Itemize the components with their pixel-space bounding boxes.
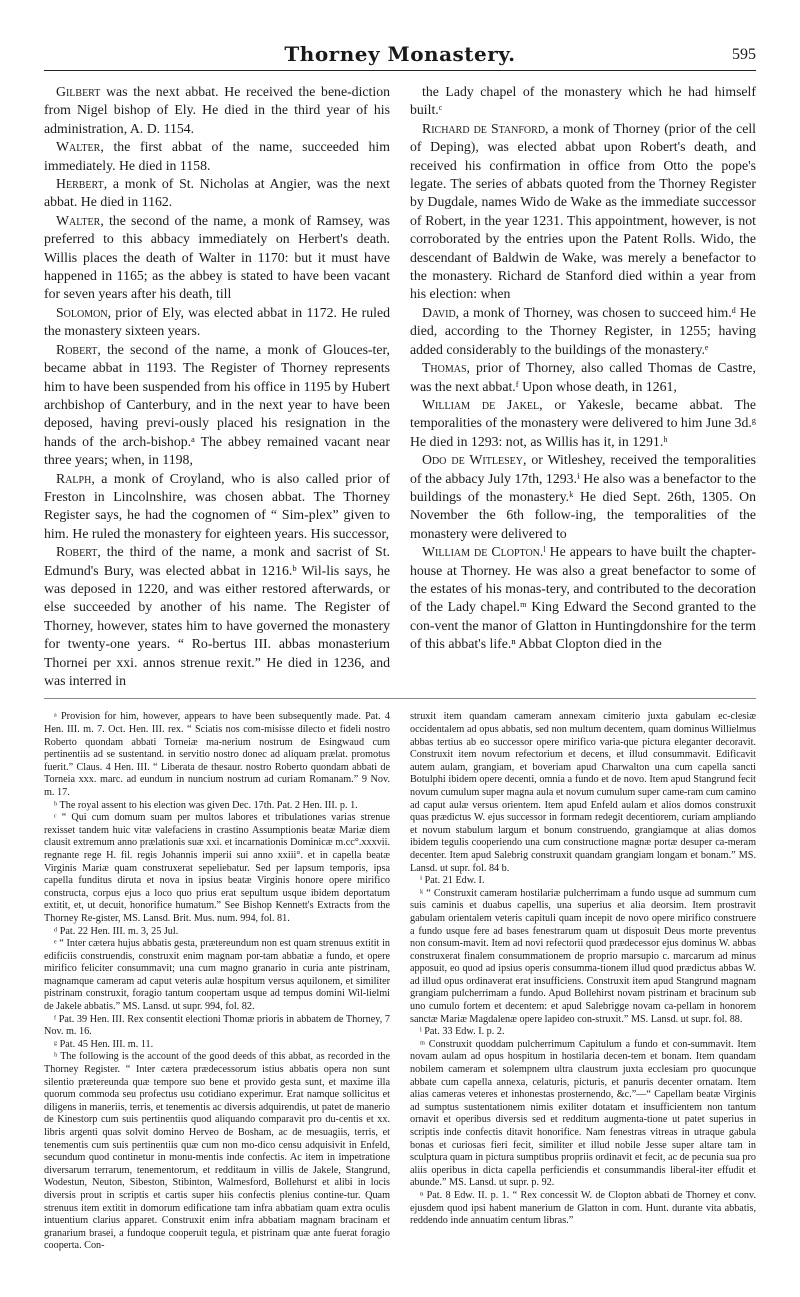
main-column-right: [410, 83, 756, 690]
paragraph: [44, 341, 390, 470]
paragraph-text: , the second of the name, a monk of Glouces-ter, became abbat in 1193. The Register of Thorney represents him to have been suspended from his office in 1195 by Hubert archbishop of Canterbury, and in the next year to have been deposed, having previ-ously placed his resignation in the hands of the arch-bishop.ᵃ The abbey remained vacant near three years; when, in 1198,: [44, 341, 390, 468]
page-number: 595: [732, 46, 756, 63]
paragraph: [44, 543, 390, 690]
abbat-name: David: [422, 304, 456, 320]
footnote: ᵏ “ Construxit cameram hostilariæ pulcherrimam a fundo usque ad summum cum suis caminis et duabus capellis, una superius et alia deorsim. Item prostravit gabulam orientalem veteris capituli quam incepit de novo opere mirifico construere a fundo usque fere ad bases fenestrarum quam ut disposuit Deus morte preventus non consum-mavit. Item ad novi refectorii quod prædecessor ejus dominus W. abbas construxerat finalem consummationem de proprio marsupio c. marcarum ad minus apposuit, eo quod ad ipsius operis consumma-tionem illud quod prædictus abbas W. ad illud opus ordinaverat erat insufficiens. Construxit item apud Stangrund magnam grangiam pulcherrimam a fundo. Apud Bollehirst novam pistrinam et bracinum sub uno cumulo fortem et decentem: et apud Salebrigge novam ca-pellam in honorem sanctæ Mariæ Magdalenæ opere lapideo con-struxit.” MS. Lansd. ut supr. fol. 88.: [410, 887, 756, 1025]
abbat-name: Richard de Stanford: [422, 120, 546, 136]
abbat-name: Ralph: [56, 470, 92, 486]
paragraph: [410, 304, 756, 359]
paragraph: [44, 83, 390, 138]
abbat-name: Herbert: [56, 176, 104, 192]
paragraph: [410, 396, 756, 451]
paragraph-text: , the second of the name, a monk of Ramsey, was preferred to this abbacy immediately on Herbert's death. Willis places the death of Walter in 1170: but it must have happened in 1165; as the abbey is stated to have been vacant for seven years after his death, till: [44, 212, 390, 302]
book-page: [44, 40, 756, 1280]
footnote: ᵈ Pat. 22 Hen. III. m. 3, 25 Jul.: [54, 925, 179, 937]
abbat-name: Odo de Witlesey: [422, 452, 523, 468]
paragraph-text: , a monk of Thorney (prior of the cell of Deping), was elected abbat upon Robert's death, and received his confirmation in office from Otto the pope's legate. The series of abbats quoted from the Thorney Register by Dugdale, names Wido de Wake as the immediate successor of Robert, in the year 1231. This appointment, however, is not corroborated by the entries upon the Patent Rolls. Wido, the descendant of Baldwin de Wake, was merely a benefactor to the monastery. Richard de Stanford died within a year from his election: when: [410, 120, 756, 302]
abbat-name: Solomon: [56, 304, 108, 320]
running-header: [44, 40, 756, 71]
abbat-name: Robert: [56, 544, 98, 560]
abbat-name: Walter: [56, 212, 101, 228]
paragraph-text: , prior of Ely, was elected abbat in 1172. He ruled the monastery sixteen years.: [44, 304, 390, 339]
paragraph-text: was the next abbat. He received the bene-diction from Nigel bishop of Ely. He died in the third year of his administration, A. D. 1154.: [44, 84, 390, 136]
paragraph: [410, 359, 756, 396]
footnote: ˡ Pat. 33 Edw. I. p. 2.: [420, 1026, 505, 1038]
paragraph-text: , a monk of St. Nicholas at Angier, was the next abbat. He died in 1162.: [44, 176, 390, 210]
footnote-column-right: [410, 711, 756, 1253]
footnote: ᵉ “ Inter cætera hujus abbatis gesta, prætereundum non est quam strenuus extitit in edificiis construendis, construxit enim magnam por-tam abbatiæ a fundo, et opere mirifico feliciter consummavit; una cum magno granario in curia ante pistrinam, magnamque cameram ad caput veteris aulæ hospitum versus aquilonem, et similiter pistrinam construxit, foragio tantum coopertam usque ad tempus domini Wil-lielmi de Jakele abbatis.” MS. Lansd. ut supr. 994, fol. 82.: [44, 938, 390, 1013]
footnote: ʰ The following is the account of the good deeds of this abbat, as recorded in the Thorney Register. “ Inter cætera prædecessorum istius abbatis opera non sunt silentio prætereunda quæ tempore suo bene et provido gesta sunt, et maxime illa quorum commoda seu profectus usu cotidiano experimur. Erat namque sollicitus et diligens in maneriis, terris, et tenementis ac diversis adquirendis, ut patet de manerio de Kinestorp cum suis pertinentiis quod aliquando comparavit pro du-centis et xx. libris argenti quas solvit domino Herveo de Bosham, ac de mesuagiis, terris, et tenementis cum suis pertinentiis quæ cum non mo-dico censu adquisivit in Enfeld, secundum quod continetur in monu-mentis inde confectis. Ac item in impetratione diversarum terrarum, tenementorum, et redditaum in villis de Jakele, Stangrund, Wodestun, Neuton, Sibeston, Stibinton, Walmesford, Bollehurst et alibi in locis diversis prout in scriptis et cartis super hiis confectis plenius contine-tur. Quam strenuus item extitit in domorum edificatione tam infra abbatiam quam extra oculis intuentium clarius apparet. Construxit enim infra abbatiam magnam bracinam et granarium brasei, a fundoque cooperuit tegula, et pistrinam quæ ante fuerat foragio cooperta. Con-: [44, 1051, 390, 1252]
footnote: ⁿ Pat. 8 Edw. II. p. 1. “ Rex concessit W. de Clopton abbati de Thorney et conv. ejusdem quod ipsi habent manerium de Glatton in com. Hunt. durante vita abbatis, reddendo inde annuatim centum libras.”: [410, 1189, 756, 1227]
paragraph: [410, 120, 756, 304]
footnote: ᵇ The royal assent to his election was given Dec. 17th. Pat. 2 Hen. III. p. 1.: [54, 799, 358, 811]
paragraph: [410, 451, 756, 543]
footnotes: [44, 711, 756, 1253]
paragraph: [44, 304, 390, 341]
paragraph: [410, 543, 756, 653]
abbat-name: William de Clopton: [422, 544, 540, 560]
footnote: ᶜ “ Qui cum domum suam per multos labores et tribulationes varias strenue rexisset tandem huic vitæ valefaciens in crastino Assumptionis beatæ Mariæ diem clausit extremum anno prælationis suæ xxi. et incarnationis Dominicæ m.cc°.xxxvii. regnante rege H. fil. regis Johannis imperii sui anno xxiii°. et in capella beatæ Virginis Mariæ quam construxerat sepeliebatur. Sed per lapsum temporis, ipsa capella funditus diruta et nova in ipsius beatæ Virginis honore opere mirifico constructa, corpus ejus a loco quo prius erat sepultum usque ibidem deportatum extitit, et, ut decuit, honorifice humatum.” See Bishop Kennett's Extracts from the Thorney Re-gister, MS. Lansd. Brit. Mus. num. 994, fol. 81.: [44, 812, 390, 924]
abbat-name: Robert: [56, 341, 98, 357]
paragraph-text: the Lady chapel of the monastery which he had himself built.ᶜ: [410, 84, 756, 118]
main-text: [44, 83, 756, 690]
paragraph-text: , prior of Thorney, also called Thomas de Castre, was the next abbat.ᶠ Upon whose death, in 1261,: [410, 360, 756, 394]
footnote-column-left: [44, 711, 390, 1253]
abbat-name: William de Jakel: [422, 396, 540, 412]
page-title: Thorney Monastery.: [284, 42, 516, 66]
footnote: struxit item quandam cameram annexam cimiterio juxta gabulam ec-clesiæ occidentalem ad opus abbatis, sed non multum decentem, quam dominus Willielmus abbas tertius ab eo successor opere mirifico varia-que pictura eleganter decoravit. Construxit item novum refectorium et decens, et illud consummavit. Edificavit autem aulam, grangiam, et boveriam apud Charwalton una cum capella sancti Botulphi ibidem opere decenti, omnia a fundo et de novo. Item apud Stangrund fecit novum cumulum super magna aula et novum cumulum super came-ram cum camino ad caput aulæ versus orientem. Item apud Enfeld aulam et alios domos construxit quas prædictus W. ejus successor in formam redegit decentiorem, curiam ampliando et novum stabulum largum et bonum construendo, grangiamque at alias domos ibidem tegulis cooperiendo una cum constructione magnæ portæ desuper ca-meram decenter. Item apud Salebrig construxit quandam grangiam longam et bonam.” MS. Lansd. ut supr. fol. 84 b.: [410, 711, 756, 874]
main-column-left: [44, 83, 390, 690]
paragraph-text: , the first abbat of the name, succeeded him immediately. He died in 1158.: [44, 139, 390, 173]
paragraph: [44, 175, 390, 212]
paragraph-text: , the third of the name, a monk and sacrist of St. Edmund's Bury, was elected abbat in 1216.ᵇ Wil-lis says, he was deposed in 1220, and was either restored afterwards, or else succeeded by another of his name. The Register of Thorney, however, states him to have governed the monastery for twenty-one years. “ Ro-bertus III. abbas monasterium Thornei per xxi. annos strenue rexit.” He died in 1236, and was interred in: [44, 544, 390, 688]
footnote: ᵃ Provision for him, however, appears to have been subsequently made. Pat. 4 Hen. III. m. 7. Oct. Hen. III. rex. “ Sciatis nos com-misisse dilecto et fideli nostro Roberto quondam abbati Torneiæ ma-nerium nostrum de Esingwaud cum pertinentiis ad se sustentand. in servitio nostro donec ad aliquam prælat. promotus fuerit.” Claus. 4 Hen. III. “ Liberata de thesaur. nostro Roberto quondam abbati de Torneia xxx. marc. ad eundum in nuncium nostrum ad curiam Romanam.” 9 Nov. m. 17.: [44, 711, 390, 798]
footnote: ᶠ Pat. 39 Hen. III. Rex consentit electioni Thomæ prioris in abbatem de Thorney, 7 Nov. m. 16.: [44, 1013, 390, 1038]
paragraph-text: .ˡ He appears to have built the chapter-house at Thorney. He was also a great benefactor to some of the estates of his monas-tery, and contributed to the decoration of the Lady chapel.ᵐ King Edward the Second granted to the con-vent the manor of Glatton in Huntingdonshire for the term of this abbat's life.ⁿ Abbat Clopton died in the: [410, 544, 756, 652]
paragraph: [44, 138, 390, 175]
abbat-name: Gilbert: [56, 84, 101, 99]
paragraph-text: , a monk of Croyland, who is also called prior of Freston in Lincolnshire, was chosen abbat. The Thorney Register says, he had the cognomen of “ Sim-plex” given to him. He ruled the monastery for eighteen years. His successor,: [44, 470, 390, 541]
paragraph-text: , or Yakesle, became abbat. The temporalities of the monastery were delivered to him June 3d.ᵍ He died in 1293: not, as Willis has it, in 1291.ʰ: [410, 396, 756, 449]
paragraph: [410, 83, 756, 120]
paragraph: [44, 212, 390, 304]
abbat-name: Walter: [56, 139, 101, 155]
paragraph-text: , or Witleshey, received the temporalities of the abbacy July 17th, 1293.ⁱ He also was a benefactor to the buildings of the monastery.ᵏ He died Sept. 26th, 1305. On November the 6th follow-ing, the temporalities of the monastery were delivered to: [410, 452, 756, 541]
abbat-name: Thomas: [422, 360, 467, 376]
footnote: ᵐ Construxit quoddam pulcherrimum Capitulum a fundo et con-summavit. Item novam aulam ad opus hospitum in hostilaria decen-tem et bonam. Item quandam nobilem cameram et solempnem ultra claustrum juxta ecclesiam pro quocunque abbate cum capella annexa, celaturis, picturis, et panuris decenter ornatam. Item alias cameras veteres et inhonestas prosternendo, &c.”—“ Capellam beatæ Virginis ad sumptus sustentationem nimis exiliter dotatam et insufficientem non tantum ornavit et operibus diversis sed et redditum augmenta-tione ut patet superius in scriptis inde confectis ditavit honorifice. Nam fenestras vitreas in utraque gabula bonas et curiosas fieri fecit, similiter et illud nobile Jesse super altare tam in sculptura quam in pictura sumptibus propriis ordinavit et fecit, ac de pecunia sua pro aliis operibus in dicta capella perficiendis et consummandis liberal-iter effudit et abunde.” MS. Lansd. ut supr. p. 92.: [410, 1038, 756, 1189]
footnote-divider: [44, 698, 756, 699]
footnote: ⁱ Pat. 21 Edw. I.: [420, 875, 485, 887]
paragraph-text: , a monk of Thorney, was chosen to succeed him.ᵈ He died, according to the Thorney Register, in 1255; having added considerably to the buildings of the monastery.ᵉ: [410, 304, 756, 357]
footnote: ᵍ Pat. 45 Hen. III. m. 11.: [54, 1038, 154, 1050]
paragraph: [44, 470, 390, 544]
